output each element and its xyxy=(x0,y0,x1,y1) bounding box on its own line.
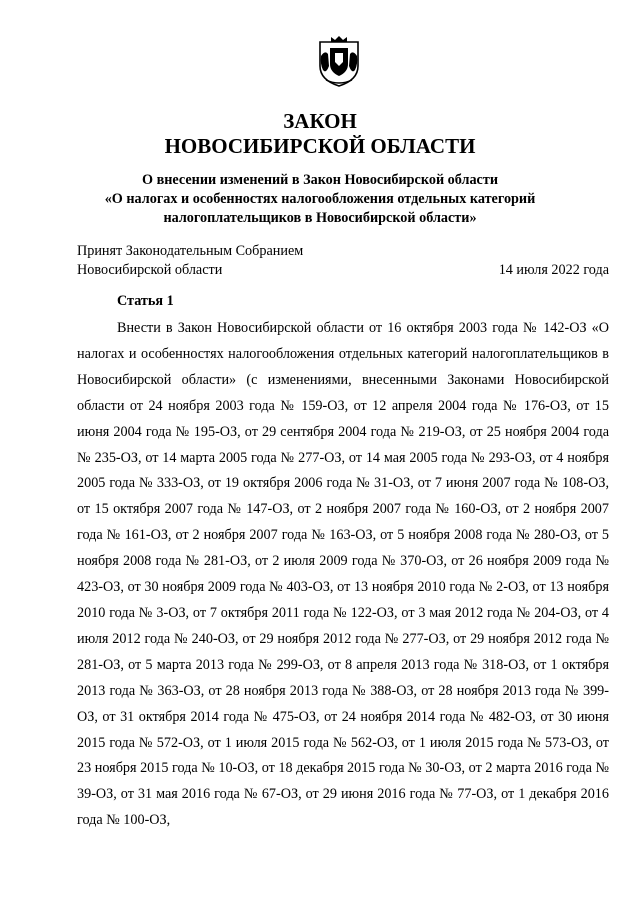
coat-of-arms-emblem xyxy=(316,36,362,88)
article-heading: Статья 1 xyxy=(117,293,174,309)
adopted-by-line-1: Принят Законодательным Собранием xyxy=(77,243,304,259)
article-body-text: Внести в Закон Новосибирской области от 16 октября 2003 года № 142-ОЗ «О налогах и особенностях налогообложения отдельных категорий налогоплательщиков в Новосибирской области» (с изменениями, внесенными Законами Новосибирской области от 24 ноября 2003 года № 159-ОЗ, от 12 апреля 2004 года № 176-ОЗ, от 15 июня 2004 года № 195-ОЗ, от 29 сентября 2004 года № 219-ОЗ, от 25 ноября 2004 года № 235-ОЗ, от 14 марта 2005 года № 277-ОЗ, от 14 мая 2005 года № 293-ОЗ, от 4 ноября 2005 года № 333-ОЗ, от 19 октября 2006 года № 31-ОЗ, от 7 июня 2007 года № 108-ОЗ, от 15 октября 2007 года № 147-ОЗ, от 2 ноября 2007 года № 160-ОЗ, от 2 ноября 2007 года № 161-ОЗ, от 2 ноября 2007 года № 163-ОЗ, от 5 ноября 2008 года № 280-ОЗ, от 5 ноября 2008 года № 281-ОЗ, от 2 июля 2009 года № 370-ОЗ, от 26 ноября 2009 года № 423-ОЗ, от 30 ноября 2009 года № 403-ОЗ, от 13 ноября 2010 года № 2-ОЗ, от 13 ноября 2010 года № 3-ОЗ, от 7 октября 2011 года № 122-ОЗ, от 3 мая 2012 года № 204-ОЗ, от 4 июля 2012 года № 240-ОЗ, от 29 ноября 2012 года № 277-ОЗ, от 29 ноября 2012 года № 281-ОЗ, от 5 марта 2013 года № 299-ОЗ, от 8 апреля 2013 года № 318-ОЗ, от 1 октября 2013 года № 363-ОЗ, от 28 ноября 2013 года № 388-ОЗ, от 28 ноября 2013 года № 399-ОЗ, от 31 октября 2014 года № 475-ОЗ, от 24 ноября 2014 года № 482-ОЗ, от 30 июня 2015 года № 572-ОЗ, от 1 июля 2015 года № 562-ОЗ, от 1 июля 2015 года № 573-ОЗ, от 23 ноября 2015 года № 10-ОЗ, от 18 декабря 2015 года № 30-ОЗ, от 2 марта 2016 года № 39-ОЗ, от 31 мая 2016 года № 67-ОЗ, от 29 июня 2016 года № 77-ОЗ, от 1 декабря 2016 года № 100-ОЗ, xyxy=(77,320,609,829)
adoption-date: 14 июля 2022 года xyxy=(498,262,609,278)
subtitle-line-1: О внесении изменений в Закон Новосибирской области xyxy=(142,172,498,188)
subtitle-line-3: налогоплательщиков в Новосибирской области» xyxy=(163,210,477,226)
subtitle-line-2: «О налогах и особенностях налогообложения отдельных категорий xyxy=(104,191,536,207)
law-title: ЗАКОН xyxy=(283,109,357,133)
law-region-title: НОВОСИБИРСКОЙ ОБЛАСТИ xyxy=(164,134,476,158)
adopted-by-line-2: Новосибирской области xyxy=(77,262,223,278)
